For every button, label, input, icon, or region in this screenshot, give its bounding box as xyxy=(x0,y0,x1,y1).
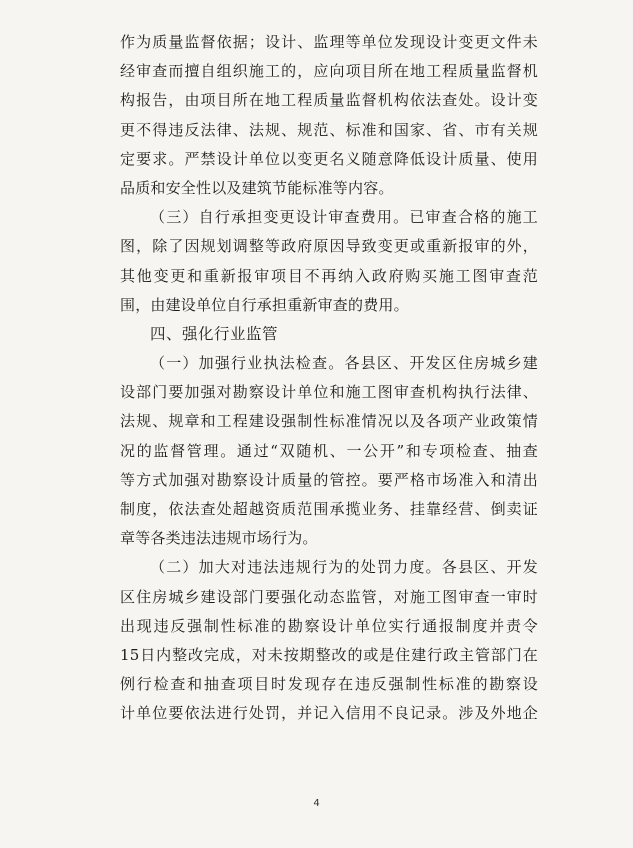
text-line: 况的监督管理。通过“双随机、一公开”和专项检查、抽查 xyxy=(120,441,538,460)
page-number: 4 xyxy=(313,798,320,809)
text-line: 作为质量监督依据；设计、监理等单位发现设计变更文件未 xyxy=(120,33,538,51)
paragraph-start-line: （一）加强行业执法检查。各县区、开发区住房城乡建 xyxy=(150,354,538,373)
text-line: 等方式加强对勘察设计质量的管控。要严格市场准入和清出 xyxy=(120,470,538,489)
text-line: 经审查而擅自组织施工的，应向项目所在地工程质量监督机 xyxy=(120,62,538,81)
text-line: 更不得违反法律、法规、规范、标准和国家、省、市有关规 xyxy=(120,120,538,139)
text-line: 区住房城乡建设部门要强化动态监管，对施工图审查一审时 xyxy=(120,587,538,606)
text-line: 出现违反强制性标准的勘察设计单位实行通报制度并责令 xyxy=(120,616,538,635)
paragraph-start-line: （三）自行承担变更设计审查费用。已审查合格的施工 xyxy=(150,208,538,227)
document-body xyxy=(120,28,538,729)
text-line: 定要求。严禁设计单位以变更名义随意降低设计质量、使用 xyxy=(120,149,538,168)
paragraph-start-line: （二）加大对违法违规行为的处罚力度。各县区、开发 xyxy=(150,558,538,577)
text-line: 制度，依法查处超越资质范围承揽业务、挂靠经营、倒卖证 xyxy=(120,500,538,518)
text-line: 法规、规章和工程建设强制性标准情况以及各项产业政策情 xyxy=(120,412,538,431)
text-line: 构报告，由项目所在地工程质量监督机构依法查处。设计变 xyxy=(120,91,538,110)
section-heading: 四、强化行业监管 xyxy=(150,324,279,343)
text-line: 围，由建设单位自行承担重新审查的费用。 xyxy=(120,295,409,314)
text-line: 15日内整改完成，对未按期整改的或是住建行政主管部门在 xyxy=(120,645,538,664)
text-line: 图，除了因规划调整等政府原因导致变更或重新报审的外， xyxy=(120,237,538,256)
text-line: 例行检查和抽查项目时发现存在违反强制性标准的勘察设 xyxy=(120,675,538,694)
text-line: 其他变更和重新报审项目不再纳入政府购买施工图审查范 xyxy=(120,266,538,285)
text-line: 设部门要加强对勘察设计单位和施工图审查机构执行法律、 xyxy=(120,383,538,402)
text-line: 章等各类违法违规市场行为。 xyxy=(120,529,318,548)
text-line: 计单位要依法进行处罚，并记入信用不良记录。涉及外地企 xyxy=(120,704,538,723)
text-line: 品质和安全性以及建筑节能标准等内容。 xyxy=(120,178,394,197)
